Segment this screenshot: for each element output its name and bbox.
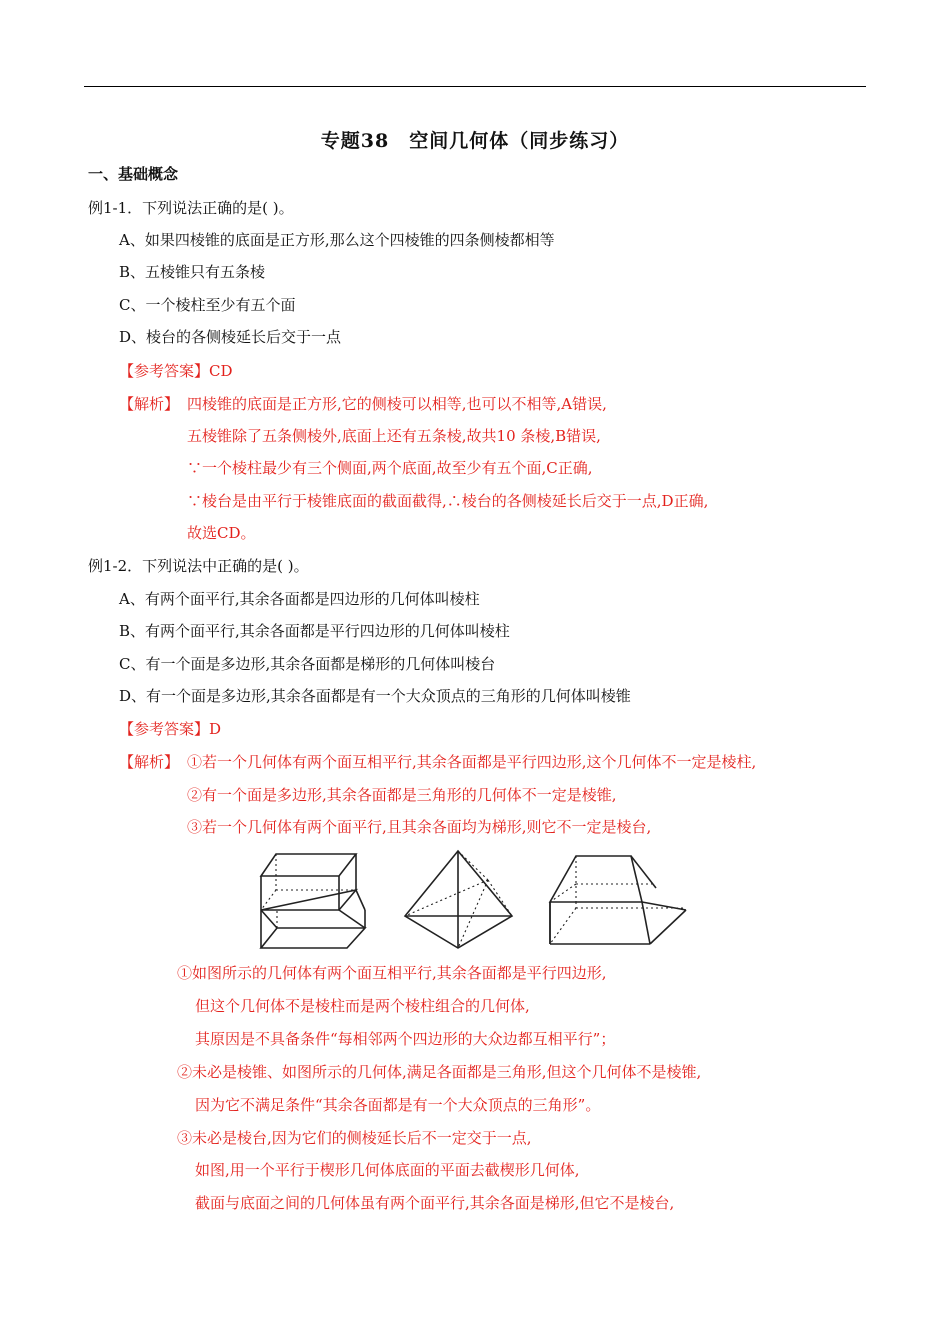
page-title: 专题38 空间几何体（同步练习） bbox=[320, 130, 630, 152]
q2-explanation-line: ③未必是棱台,因为它们的侧棱延长后不一定交于一点, bbox=[177, 1129, 532, 1147]
q1-stem: 例1-1．下列说法正确的是( )。 bbox=[88, 199, 294, 217]
combined-prism-figure bbox=[255, 848, 375, 956]
q1-option-a: A、如果四棱锥的底面是正方形,那么这个四棱锥的四条侧棱都相等 bbox=[119, 231, 555, 249]
triangle-faced-solid-figure bbox=[402, 848, 522, 954]
section-heading: 一、基础概念 bbox=[88, 165, 179, 183]
q2-stem: 例1-2．下列说法中正确的是( )。 bbox=[88, 557, 309, 575]
q2-explanation-line: ②未必是棱锥、如图所示的几何体,满足各面都是三角形,但这个几何体不是棱锥, bbox=[177, 1063, 702, 1081]
q2-explanation-line: ①如图所示的几何体有两个面互相平行,其余各面都是平行四边形, bbox=[177, 964, 607, 982]
q2-explanation-line: 如图,用一个平行于楔形几何体底面的平面去截楔形几何体, bbox=[195, 1161, 580, 1179]
header-rule bbox=[84, 86, 866, 87]
q1-answer: 【参考答案】CD bbox=[119, 362, 233, 380]
q2-analysis-line: ①若一个几何体有两个面互相平行,其余各面都是平行四边形,这个几何体不一定是棱柱, bbox=[187, 753, 757, 771]
q1-analysis-line: 五棱锥除了五条侧棱外,底面上还有五条棱,故共10 条棱,B错误, bbox=[187, 427, 601, 445]
q1-analysis-line: ∵棱台是由平行于棱锥底面的截面截得,∴棱台的各侧棱延长后交于一点,D正确, bbox=[187, 492, 709, 510]
q1-option-c: C、一个棱柱至少有五个面 bbox=[119, 296, 296, 314]
q2-analysis-line: ②有一个面是多边形,其余各面都是三角形的几何体不一定是棱锥, bbox=[187, 786, 617, 804]
q2-answer: 【参考答案】D bbox=[119, 720, 222, 738]
q2-option-b: B、有两个面平行,其余各面都是平行四边形的几何体叫棱柱 bbox=[119, 622, 510, 640]
q2-option-c: C、有一个面是多边形,其余各面都是梯形的几何体叫棱台 bbox=[119, 655, 496, 673]
q1-option-b: B、五棱锥只有五条棱 bbox=[119, 263, 266, 281]
q1-analysis-line: ∵一个棱柱最少有三个侧面,两个底面,故至少有五个面,C正确, bbox=[187, 459, 593, 477]
q2-explanation-line: 其原因是不具备条件“每相邻两个四边形的大众边都互相平行”； bbox=[195, 1030, 616, 1048]
q1-analysis-line: 故选CD。 bbox=[187, 524, 256, 542]
q2-explanation-line: 但这个几何体不是棱柱而是两个棱柱组合的几何体, bbox=[195, 997, 530, 1015]
q2-analysis-line: ③若一个几何体有两个面平行,且其余各面均为梯形,则它不一定是棱台, bbox=[187, 818, 652, 836]
q2-analysis-label: 【解析】 bbox=[119, 753, 180, 771]
cut-wedge-figure bbox=[546, 848, 696, 952]
q1-option-d: D、棱台的各侧棱延长后交于一点 bbox=[119, 328, 342, 346]
q1-analysis-line: 四棱锥的底面是正方形,它的侧棱可以相等,也可以不相等,A错误, bbox=[187, 395, 607, 413]
q2-option-a: A、有两个面平行,其余各面都是四边形的几何体叫棱柱 bbox=[119, 590, 480, 608]
q2-explanation-line: 因为它不满足条件“其余各面都是有一个大众顶点的三角形”。 bbox=[195, 1096, 601, 1114]
q2-explanation-line: 截面与底面之间的几何体虽有两个面平行,其余各面是梯形,但它不是棱台, bbox=[195, 1194, 675, 1212]
q2-option-d: D、有一个面是多边形,其余各面都是有一个大众顶点的三角形的几何体叫棱锥 bbox=[119, 687, 631, 705]
q1-analysis-label: 【解析】 bbox=[119, 395, 180, 413]
